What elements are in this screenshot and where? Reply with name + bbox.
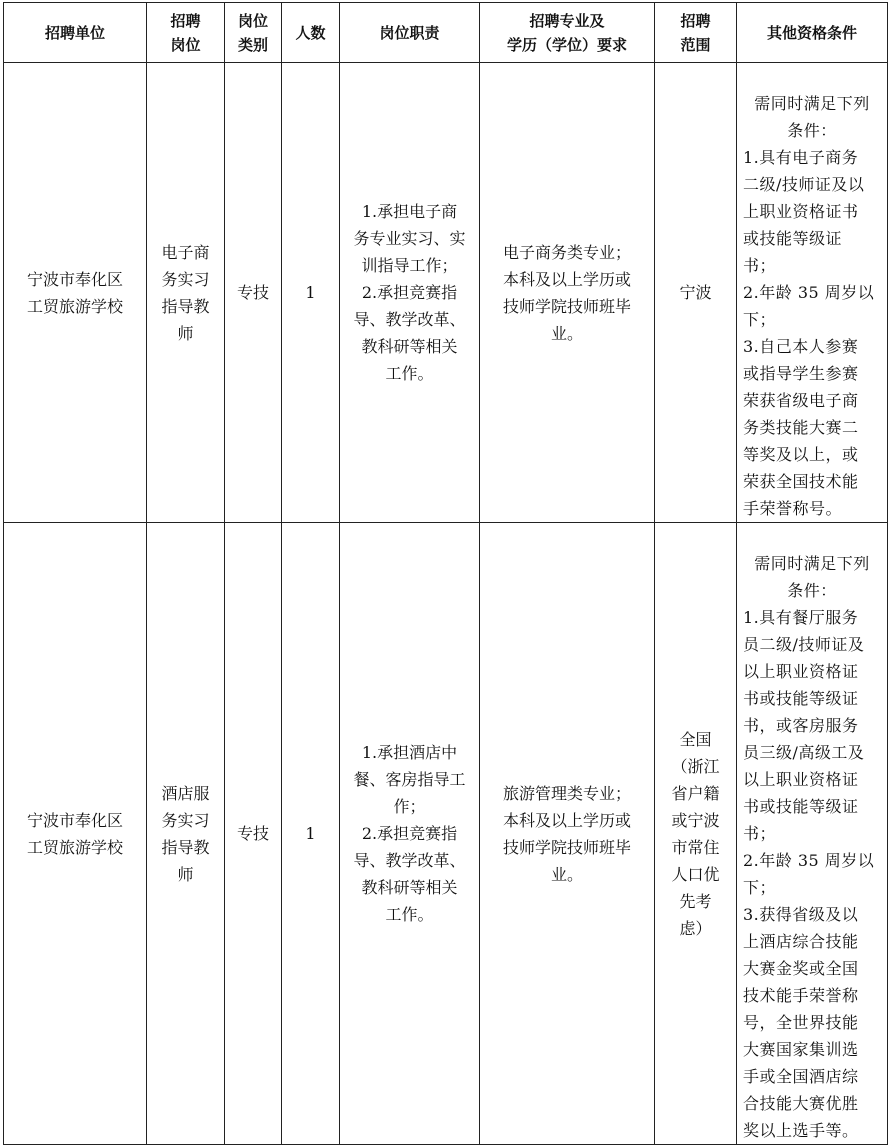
requirements-intro: 需同时满足下列 条件： — [754, 94, 870, 140]
cell-other — [737, 523, 888, 1145]
cell-position: 电子商 务实习 指导教 师 — [147, 63, 225, 523]
cell-duties: 1.承担酒店中 餐、客房指导工 作； 2.承担竞赛指 导、教学改革、 教科研等相关 工作。 — [340, 523, 480, 1145]
cell-count: 1 — [282, 523, 340, 1145]
cell-position: 酒店服 务实习 指导教 师 — [147, 523, 225, 1145]
header-duties: 岗位职责 — [340, 3, 480, 63]
requirements-body: 1.具有餐厅服务 员二级/技师证及 以上职业资格证 书或技能等级证 书，或客房服务 员三级/高级工及 以上职业资格证 书或技能等级证 书； 2.年龄 35 周岁以 下； 3.获得省级及以 上酒店综合技能 大赛金奖或全国 技术能手荣誉称 号，全世界技能 大赛国家集训选 手或全国酒店综 合技能大赛优胜 奖以上选手等。 — [743, 608, 875, 1140]
cell-scope: 全国 （浙江 省户籍 或宁波 市常住 人口优 先考 虑） — [655, 523, 737, 1145]
recruitment-table — [3, 2, 888, 1145]
requirements-text — [741, 523, 883, 1144]
cell-unit: 宁波市奉化区 工贸旅游学校 — [4, 63, 147, 523]
table-row — [4, 63, 888, 523]
cell-scope: 宁波 — [655, 63, 737, 523]
header-other: 其他资格条件 — [737, 3, 888, 63]
header-position: 招聘 岗位 — [147, 3, 225, 63]
cell-category: 专技 — [225, 523, 282, 1145]
requirements-text — [741, 63, 883, 522]
header-major: 招聘专业及 学历（学位）要求 — [480, 3, 655, 63]
header-count: 人数 — [282, 3, 340, 63]
header-scope: 招聘 范围 — [655, 3, 737, 63]
requirements-intro: 需同时满足下列 条件： — [754, 554, 870, 600]
table-header-row — [4, 3, 888, 63]
cell-major: 电子商务类专业； 本科及以上学历或 技师学院技师班毕 业。 — [480, 63, 655, 523]
requirements-body: 1.具有电子商务 二级/技师证及以 上职业资格证书 或技能等级证 书； 2.年龄 35 周岁以 下； 3.自己本人参赛 或指导学生参赛 荣获省级电子商 务类技能大赛二 等奖及以上，或 荣获全国技术能 手荣誉称号。 — [743, 148, 875, 518]
cell-major: 旅游管理类专业； 本科及以上学历或 技师学院技师班毕 业。 — [480, 523, 655, 1145]
cell-duties: 1.承担电子商 务专业实习、实 训指导工作； 2.承担竞赛指 导、教学改革、 教科研等相关 工作。 — [340, 63, 480, 523]
cell-count: 1 — [282, 63, 340, 523]
cell-unit: 宁波市奉化区 工贸旅游学校 — [4, 523, 147, 1145]
cell-other — [737, 63, 888, 523]
header-category: 岗位 类别 — [225, 3, 282, 63]
table-row — [4, 523, 888, 1145]
cell-category: 专技 — [225, 63, 282, 523]
header-unit: 招聘单位 — [4, 3, 147, 63]
